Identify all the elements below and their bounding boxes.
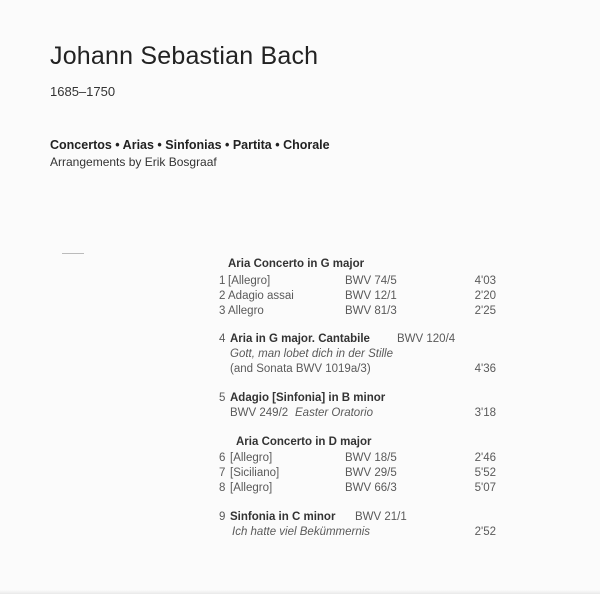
track-bwv: BWV 29/5 <box>345 467 397 479</box>
arranger-credit: Arrangements by Erik Bosgraaf <box>50 155 217 169</box>
track-name: Allegro <box>228 305 264 317</box>
track-number: 3 <box>219 305 226 317</box>
track-duration: 2'52 <box>474 526 496 538</box>
track-number: 5 <box>219 392 226 404</box>
track-number: 8 <box>219 482 226 494</box>
track-name: [Allegro] <box>228 275 271 287</box>
track-name: [Allegro] <box>230 482 273 494</box>
track-name: [Allegro] <box>230 452 273 464</box>
page-edge <box>0 590 600 594</box>
track-title: Sinfonia in C minor <box>230 511 336 523</box>
group-title-g-major: Aria Concerto in G major <box>228 258 365 270</box>
track-subtitle: Ich hatte viel Bekümmernis <box>232 526 371 538</box>
track-number: 1 <box>219 275 226 287</box>
track-note: (and Sonata BWV 1019a/3) <box>230 363 371 375</box>
track-title: Aria in G major. Cantabile <box>230 333 370 345</box>
track-bwv: BWV 120/4 <box>397 333 456 345</box>
track-bwv: BWV 21/1 <box>355 511 407 523</box>
track-bwv: BWV 249/2 <box>230 407 289 419</box>
track-duration: 5'52 <box>474 467 496 479</box>
track-number: 7 <box>219 467 226 479</box>
track-name: [Siciliano] <box>230 467 280 479</box>
track-duration: 2'25 <box>474 305 496 317</box>
track-subtitle: Easter Oratorio <box>295 407 373 419</box>
track-bwv: BWV 74/5 <box>345 275 397 287</box>
track-number: 6 <box>219 452 226 464</box>
track-name: Adagio assai <box>228 290 294 302</box>
track-duration: 5'07 <box>474 482 496 494</box>
track-duration: 3'18 <box>474 407 496 419</box>
track-number: 2 <box>219 290 226 302</box>
track-duration: 2'46 <box>474 452 496 464</box>
track-bwv: BWV 18/5 <box>345 452 397 464</box>
track-subtitle: Gott, man lobet dich in der Stille <box>230 348 393 360</box>
track-title: Adagio [Sinfonia] in B minor <box>230 392 386 404</box>
track-bwv: BWV 81/3 <box>345 305 397 317</box>
track-duration: 2'20 <box>474 290 496 302</box>
track-bwv: BWV 12/1 <box>345 290 397 302</box>
composer-name: Johann Sebastian Bach <box>50 42 319 70</box>
composer-dates: 1685–1750 <box>50 84 116 99</box>
works-list: Concertos • Arias • Sinfonias • Partita • Chorale <box>50 138 330 152</box>
track-duration: 4'36 <box>474 363 496 375</box>
group-title-d-major: Aria Concerto in D major <box>236 436 372 448</box>
track-bwv: BWV 66/3 <box>345 482 397 494</box>
track-number: 9 <box>219 511 226 523</box>
track-number: 4 <box>219 333 226 345</box>
track-duration: 4'03 <box>474 275 496 287</box>
